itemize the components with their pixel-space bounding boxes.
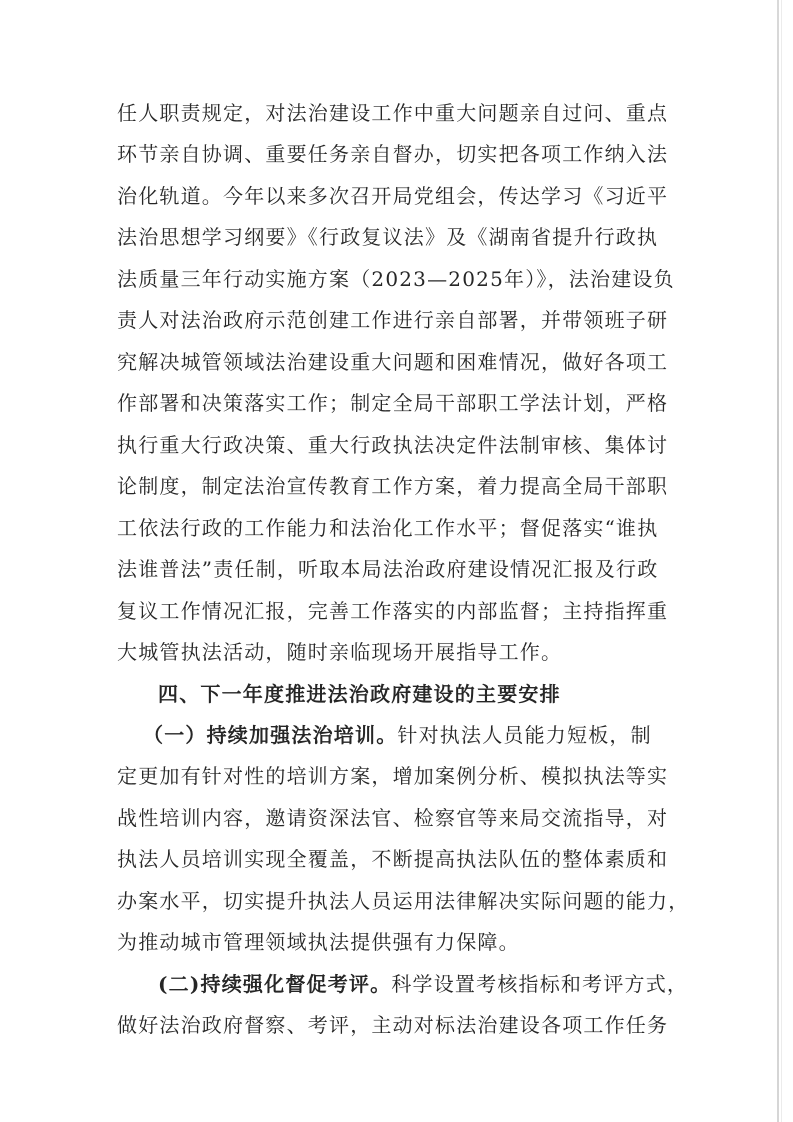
body-line: 法谁普法”责任制，听取本局法治政府建设情况汇报及行政 xyxy=(117,557,659,581)
item-1-lead: 针对执法人员能力短板，制 xyxy=(397,723,652,747)
body-line: 论制度，制定法治宣传教育工作方案，着力提高全局干部职 xyxy=(117,474,669,498)
body-line: 作部署和决策落实工作；制定全局干部职工学法计划，严格 xyxy=(117,391,669,415)
body-line: 执行重大行政决策、重大行政执法决定件法制审核、集体讨 xyxy=(117,433,669,457)
item-2-first-line xyxy=(158,967,688,1001)
body-line: 环节亲自协调、重要任务亲自督办，切实把各项工作纳入法 xyxy=(117,142,669,166)
section-heading: 四、下一年度推进法治政府建设的主要安排 xyxy=(158,682,561,706)
body-line: 办案水平，切实提升执法人员运用法律解决实际问题的能力， xyxy=(117,889,690,913)
body-line: 责人对法治政府示范创建工作进行亲自部署，并带领班子研 xyxy=(117,308,669,332)
body-line: 复议工作情况汇报，完善工作落实的内部监督；主持指挥重 xyxy=(117,599,669,623)
body-line: 大城管执法活动，随时亲临现场开展指导工作。 xyxy=(117,640,563,664)
body-line: 战性培训内容，邀请资深法官、检察官等来局交流指导，对 xyxy=(117,806,669,830)
body-line: 做好法治政府督察、考评，主动对标法治建设各项工作任务 xyxy=(117,1013,669,1037)
body-line: 究解决城管领域法治建设重大问题和困难情况，做好各项工 xyxy=(117,350,669,374)
body-line: 法治思想学习纲要》《行政复议法》及《湖南省提升行政执 xyxy=(117,225,659,249)
body-line: 定更加有针对性的培训方案，增加案例分析、模拟执法等实 xyxy=(117,764,669,788)
item-1-first-line xyxy=(143,718,652,752)
body-line: 法质量三年行动实施方案（2023—2025年）》，法治建设负 xyxy=(117,267,675,291)
body-line: 工依法行政的工作能力和法治化工作水平；督促落实“谁执 xyxy=(117,516,659,540)
body-line: 为推动城市管理领域执法提供强有力保障。 xyxy=(117,930,520,954)
item-2-lead: 科学设置考核指标和考评方式， xyxy=(391,972,689,996)
item-2-heading: (二)持续强化督促考评。 xyxy=(158,972,392,996)
body-line: 治化轨道。今年以来多次召开局党组会，传达学习《习近平 xyxy=(117,184,669,208)
body-line: 任人职责规定，对法治建设工作中重大问题亲自过问、重点 xyxy=(117,101,669,125)
body-line: 执法人员培训实现全覆盖，不断提高执法队伍的整体素质和 xyxy=(117,847,669,871)
item-1-heading: （一）持续加强法治培训。 xyxy=(143,723,398,747)
